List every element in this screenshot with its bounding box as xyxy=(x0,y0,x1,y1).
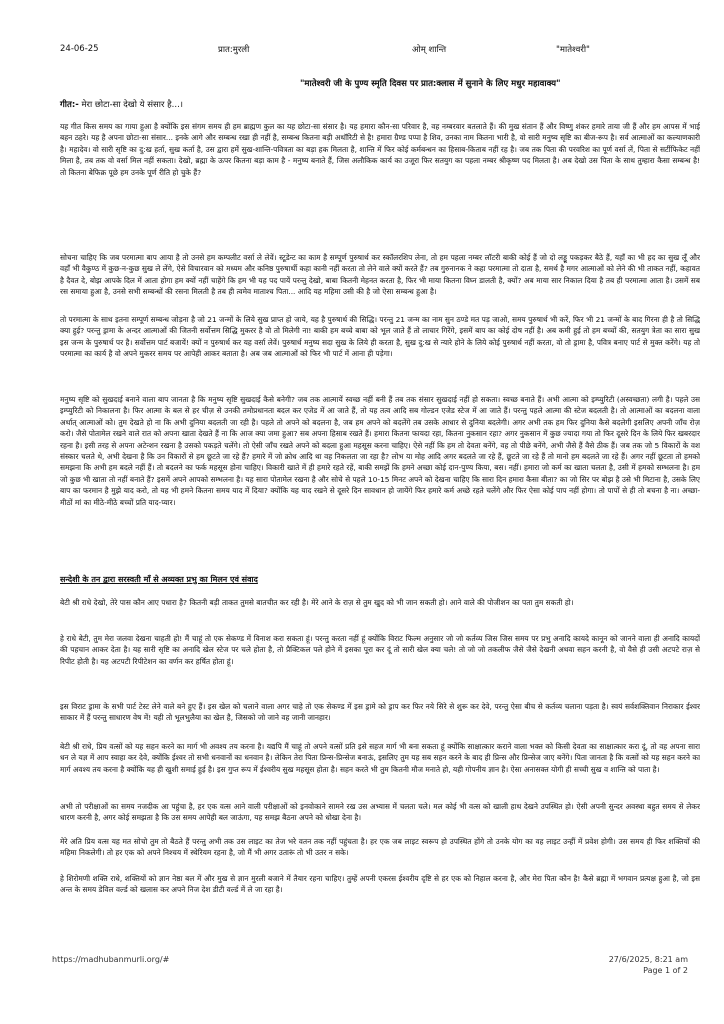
paragraph-4: मनुष्य सृष्टि को सुखदाई बनाने वाला बाप जानता है कि मनुष्य सृष्टि सुखदाई कैसे बनेगी? जब तक आत्मायें स्वच्छ नहीं बनी हैं तब तक संसार सुखदाई नहीं हो सकता। स्वच्छ बनाते हैं। अभी आत्मा को इम्प्युरिटी (अस्वच्छता) लगी है। पहले उस इम्प्युरिटी को निकालना है। फिर आत्मा के बल से हर चीज़ से उनकी तमोप्रधानता बदल कर एजेड में आ जाते हैं, तो यह तत्व आदि सब गोल्डन एजेड स्टेज में आ जाते हैं। परन्तु पहले आत्मा की स्टेज बदलती है। तो आत्माओं का बदलना वाला अर्थात् आत्माओं को। तुम देखते हो ना कि अभी दुनिया बदलती जा रही है। पहले तो अपने को बदलना है, जब हम अपने को बदलेंगे तब उसके आधार से दुनिया बदलेगी। अगर अभी तक हम फिर दुनिया कैसे बदलेगी इसलिए अपनी जाँच रोज़ करो। जैसे पोतामेल रखने वाले रात को अपना खाता देखते हैं ना कि आज क्या जमा हुआ? सब अपना हिसाब रखते हैं। हमारा कितना फायदा रहा, कितना नुकसान रहा? अगर नुकसान में कुछ ज्यादा गया तो फिर दूसरे दिन के लिये फिर खबरदार रहना है। इसी तरह से अपना अटेन्शन रखना है उसको पकड़ते चलेंगे। तो ऐसी जाँच रखते अपने को बदला हुआ महसूस करना चाहिए। ऐसे नहीं कि हम तो देवता बनेंगे, वह तो पीछे बनेंगे, अभी जैसे हैं वैसे ठीक हैं। जब तक जो 5 विकारों के वश संस्कार चलते थे, अभी देखना है कि उन विकारों से हम छूटते जा रहे हैं? हमारे में जो क्रोध आदि था वह निकलता जा रहा है? लोभ या मोह आदि अगर बदलते जा रहे हैं, छूटते जा रहे हैं तो मानो हम बदलते जा रहे हैं। अगर नहीं छूटता तो हमको समझना कि अभी हम बदले नहीं हैं। तो बदलने का फर्क महसूस होना चाहिए। विकारी खाते में ही हमारे रहते रहें, बाकी समझें कि हमने अच्छा कोई दान-पुण्य किया, बस। नहीं। हमारा जो कर्म का खाता चलता है, उसी में हमको सम्भलना है। हम जो कुछ भी खाता तो नहीं बनाते हैं? इसमें अपने आपको सम्भलना है। यह सारा पोतामेल रखना है और सोचे से पहले 10-15 मिनट अपने को देखना चाहिए कि सारा दिन हमारा कैसा बीता? का जो सिर पर बोझ है उसे भी मिटाना है, उसके लिए बाप का फरमान है मुझे याद करो, तो यह भी हमने कितना समय याद में दिया? क्योंकि यह याद रखने से दूसरे दिन सावधान हो जायेंगे फिर हमारे कर्म अच्छे रहते चलेंगे और फिर ऐसा कोई पाप नहीं होगा। तो पापों से ही तो बचना है ना। अच्छा- मीठों मां का मीठे-मीठे बच्चों प्रति याद-प्यार। xyxy=(60,395,700,507)
dialogue-4: बेटी श्री राधे, प्रिय वत्सों को यह सहन करने का मार्ग भी अवश्य तय करना है। यद्यपि मैं चाहूं तो अपने वत्सों प्रति इसे सहज मार्ग भी बना सकता हूं क्योंकि साक्षात्कार कराने वाला भक्त को किसी देवता का साक्षात्कार करा दूं, तो वह अपना सारा धन ले यज्ञ में आप स्वाहा कर देवे, क्योंकि ईश्वर तो सभी धनवानों का धनवान है। लेकिन तेरा पिता प्रिन्स-प्रिन्सेज बनाऊं, इसलिए तुम यह सब सहन करने के बाद ही प्रिन्स और प्रिन्सेज जाए बनेंगे। पिता जानता है कि वत्सों को यह सहन करने का मार्ग अवश्य तय करना है क्योंकि यह ही खुशी समाई हुई है। इस गुप्त रूप में ईश्वरीय सुख महसूस होता है। सहन करते भी तुम कितनी मौज मनाते हो, यही गोपनीय ज्ञान है। ऐसा अनासक्त योगी ही सच्ची सुख व शान्ति को पाता है। xyxy=(60,742,700,774)
header-session: प्रात:मुरली xyxy=(218,45,250,55)
footer-page-number: Page 1 of 2 xyxy=(643,966,688,975)
footer-url[interactable]: https://madhubanmurli.org/# xyxy=(52,955,170,964)
header-speaker: "मातेश्वरी" xyxy=(556,45,590,55)
dialogue-6: मेरे अति प्रिय वत्स यह मत सोचो तुम तो बैठते हैं परन्तु अभी तक उस लाइट का तेज भरे वतन तक नहीं पहुंचता है। हर एक जब लाइट स्वरूप हो उपस्थित होंगे तो उनके योग का वह लाइट उन्हीं में प्रवेश होगी। उस समय ही फिर शक्तियों की महिमा निकलेगी। तो हर एक को अपने निश्चय में स्थेरियम रहना है, जो मैं भी अगर उतारूं तो भी उतर न सके। xyxy=(60,837,700,858)
song-line xyxy=(60,99,183,110)
header-date: 24-06-25 xyxy=(60,44,99,54)
header-greeting: ओम् शान्ति xyxy=(412,45,447,55)
dialogue-1: बेटी श्री राधे देखो, तेरे पास कौन आए पधारा है? कितनी बड़ी ताकत तुमसे बातचीत कर रही है। मेरे आने के राज़ से तुम खुद को भी जान सकती हो। आने वाले की पोजीशन का पता तुम सकती हो। xyxy=(60,598,574,607)
paragraph-3: तो परमात्मा के साथ इतना सम्पूर्ण सम्बन्ध जोड़ना है जो 21 जन्मों के लिये सुख प्राप्त हो जाये, यह है पुरुषार्थ की सिद्धि। परन्तु 21 जन्म का नाम सुन ठण्डे मत पड़ जाओ, समय पुरुषार्थ भी करें, फिर भी 21 जन्मों के बाद गिरना ही है तो सिद्धि क्या हुई? परन्तु ड्रामा के अन्दर आत्माओं की जितनी सर्वोत्तम सिद्धि मुकरर है वो तो मिलेगी ना! बाकी हम बच्चे बाबा को भूल जाते हैं तो लाचार गिरेंगे, इसमें बाप का कोई दोष नहीं है। अब कमी हुई तो हम बच्चों की, सतयुग त्रेता का सारा सुख इस जन्म के पुरुषार्थ पर है। सर्वोत्तम पार्ट बजायें! क्यों न पुरुषार्थ कर यह वर्सा लेवें। पुरुषार्थ मनुष्य सदा सुख के लिये ही करता है, सुख दु:ख से न्यारे होने के लिये कोई पुरुषार्थ नहीं करता, वो तो ड्रामा है, पवित्र बनाए पार्ट से मुक्त करेंगे। यह तो परमात्मा का कार्य है वो अपने मुकरर समय पर आपेही आकर बताता है। अब जब आत्माओं को फिर भी पार्ट में आना ही पड़ेगा। xyxy=(60,315,700,359)
paragraph-1: यह गीत किस समय का गाया हुआ है क्योंकि इस संगम समय ही हम ब्राह्मण कुल का यह छोटा-सा संसार है। यह हमारा कौन-सा परिवार है, वह नम्बरवार बतलाते हैं। की मुख संतान हैं और विष्णु शंकर हमारे ताया जी हैं और हम आपस में भाई बहन ठहरे। यह है अपना छोटा-सा संसार... इनके आगे और सम्बन्ध रखा ही नहीं है, सम्बन्ध कितना बड़ी अथॉरिटी से है! हमारा ग्रैण्ड पप्पा है शिव, उनका नाम कितना भारी है, वो सारी मनुष्य सृष्टि का बीज-रूप है। सर्व आत्माओं का कल्याणकारी है। महादेव। वो सारी सृष्टि का दु:ख हर्ता, सुख कर्ता है, उस द्वारा हमें सुख-शान्ति-पवित्रता का बड़ा हक मिलता है, शान्ति में फिर कोई कर्मबन्धन का हिसाब-किताब नहीं रह है। जब तक पिता की परवरिश का पूर्ण वर्सा लें, पिता से सर्टीफिकेट नहीं मिला है, तब तक वो वर्सा मिल नहीं सकता। देखो, ब्रह्मा के ऊपर कितना बड़ा काम है - मनुष्य बनाते हैं, जिस अलौकिक कार्य का उजूरा फिर सतयुग का पहला नम्बर श्रीकृष्ण पद मिलता है। अब देखो उस पिता के साथ तुम्हारा कैसा सम्बन्ध है! तो कितना बेफिक्र पूछे हम उनके पूर्ण रीति हो चुके हैं? xyxy=(60,122,700,177)
dialogue-5: अभी तो परीक्षाओं का समय नजदीक आ पहुंचा है, हर एक वत्स आने वाली परीक्षाओं को इनवोकाने सामने रख उस अभ्यास में चलता चले। मल कोई भी वत्स को खाली हाथ देखने उपस्थित हो। ऐसी अपनी सुन्दर अवस्था बहुत समय से लेकर धारण करनी है, अगर कोई समझता है कि उस समय आपेही बल जाऊंगा, यह समझ बैठना अपने को धोखा देना है। xyxy=(60,802,700,823)
paragraph-2: सोचना चाहिए कि जब परमात्मा बाप आया है तो उनसे हम कम्पलीट वर्सा ले लेवें। स्टूडेन्ट का काम है सम्पूर्ण पुरुषार्थ कर स्कॉलरशिप लेना, तो हम पहला नम्बर लॉटरी बाकी कोई हैं जो दो लड्डू पकड़कर बैठे हैं, यहाँ का भी हद का सुख लूँ और वहाँ भी वैकुण्ठ में कुछ-न-कुछ सुख ले लेंगे, ऐसे विचारवान को मध्यम और कनिष्ठ पुरुषार्थी कहा कानी नहीं करता तो लेने वाले क्यों करते हैं? तब गुरुनानक ने कहा परमात्मा तो दाता है, समर्थ है मगर आत्माओं को लेने की भी ताकत नहीं, कहावत है दैवत दे, बोझ आपके दिल में आता होगा हम क्यों नहीं चाहेंगे कि हम भी यह पद पायें परन्तु देखो, बाबा कितनी मेहनत करता है, फिर भी माया कितना विघ्न डालती है, क्यों? अब माया सार निकाल दिया है तब ही परमात्मा आता है। उसमें सब रस समाया हुआ है, उनसे सभी सम्बन्धों की रसना मिलती है तब ही त्वमेव माताश्च पिता... आदि यह महिमा उसी की है जो ऐसा सम्बन्ध हुआ है। xyxy=(60,253,700,297)
dialogue-2: हे राधे बेटी, तुम मेरा जलवा देखना चाहती हो! मैं चाहूं तो एक सेकण्ड में विनाश करा सकता हूं। परन्तु करता नहीं हूं क्योंकि विराट फिल्म अनुसार जो जो कर्तव्य जिस जिस समय पर प्रभु अनादि कायदे कानून को जानने वाला ही अनादि कायदों की पहचान आकर देता है। यह सारी सृष्टि का अनादि खेल स्टेज पर चले होता है, तो प्रैक्टिकल पले होने में इसका पूरा कर दूं तो सारी खेल क्या चले! तो जो जो तकलीफ जैसे जैसे देखनी अथवा सहन करनी है, वो वैसे ही उसी अटपटे राज़ से रिपीट होती है। यह अटपटी रिपीटेशन का वर्णन कर हर्षित होता हूं। xyxy=(60,634,700,666)
dialogue-3: इस विराट ड्रामा के सभी पार्ट टेस्ट लेने वाले बने हुए हैं। इस खेल को चलाने वाला अगर चाहे तो एक सेकण्ड में इस ड्रामे को ड्राप कर फिर नये सिरे से शुरू कर देवे, परन्तु ऐसा बीच से कर्तव्य चलाना पड़ता है। स्वयं सर्वशक्तिवान निराकार ईश्वर साकार में हैं परन्तु साधारण वेष में! यही तो भूलभुलैया का खेल है, जिसको जो जाने वह जानी जानहार। xyxy=(60,702,700,723)
song-label: गीत:- xyxy=(60,100,79,110)
page-subtitle: "मातेश्वरी जी के पुण्य स्मृति दिवस पर प्रात:क्लास में सुनाने के लिए मधुर महावाक्य" xyxy=(300,79,561,89)
dialogue-7: हे शिरोमणी शक्ति राधे, शक्तियों को ज्ञान नेष्ठा बल में और मुख से ज्ञान मुरली बजाने में तैयार रहना चाहिए। तुम्हें अपनी एकरस ईश्वरीय दृष्टि से हर एक को निहाल करना है, और मेरा पिता कौन है! कैसे ब्रह्मा में भगवान प्रत्यक्ष हुआ है, जो इस अन्त के समय डेविल वर्ल्ड को खलास कर अपने निज देश डीटी वर्ल्ड में ले जा रहा है। xyxy=(60,874,700,895)
section-title: सन्देशी के तन द्वारा सरस्वती माँ से अव्यक्त प्रभु का मिलन एवं संवाद xyxy=(60,575,258,584)
song-text: मेरा छोटा-सा देखो ये संसार है...। xyxy=(78,100,184,110)
footer-datetime: 27/6/2025, 8:21 am xyxy=(608,955,688,964)
